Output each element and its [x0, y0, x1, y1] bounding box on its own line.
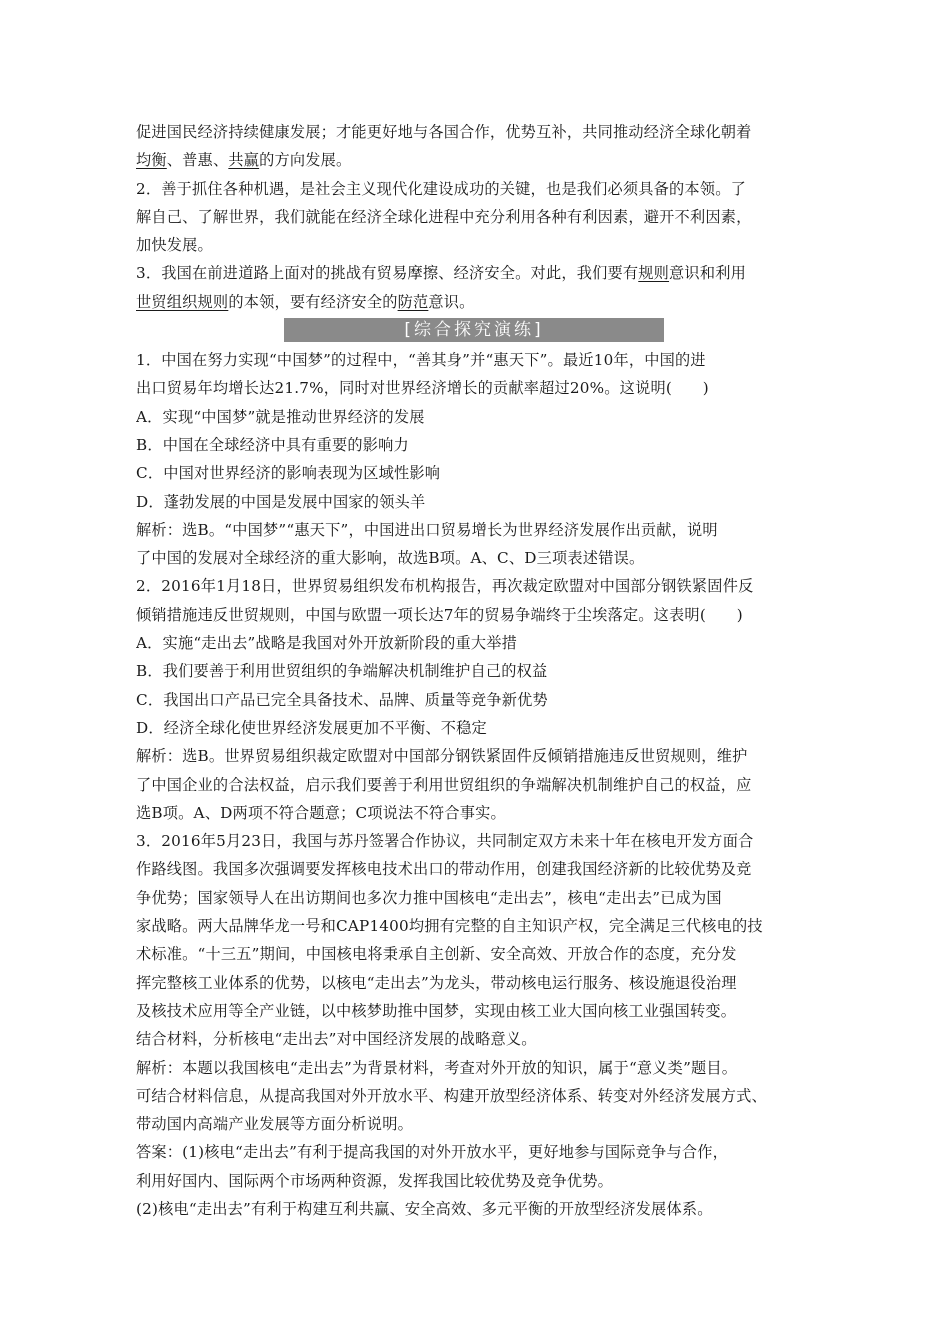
question-2-analysis: 解析：选B。世界贸易组织裁定欧盟对中国部分钢铁紧固件反倾销措施违反世贸规则，维护: [136, 747, 748, 766]
question-3-analysis: 可结合材料信息，从提高我国对外开放水平、构建开放型经济体系、转变对外经济发展方式、: [136, 1086, 767, 1105]
question-1-option-c: C．中国对世界经济的影响表现为区域性影响: [136, 464, 441, 483]
question-1-option-a: A．实现“中国梦”就是推动世界经济的发展: [136, 407, 425, 426]
question-1-stem: 出口贸易年均增长达21.7%，同时对世界经济增长的贡献率超过20%。这说明( ): [136, 379, 709, 398]
text-span: 3．我国在前进道路上面对的挑战有贸易摩擦、经济安全。对此，我们要有: [136, 264, 639, 283]
question-2-option-b: B．我们要善于利用世贸组织的争端解决机制维护自己的权益: [136, 662, 548, 681]
question-3-material: 术标准。“十三五”期间，中国核电将秉承自主创新、安全高效、开放合作的态度，充分发: [136, 945, 737, 964]
question-2-analysis: 选B项。A、D两项不符合题意；C项说法不符合事实。: [136, 803, 506, 822]
underlined-term: 均衡: [136, 151, 167, 170]
question-3-answer: (2)核电“走出去”有利于构建互利共赢、安全高效、多元平衡的开放型经济发展体系。: [136, 1199, 713, 1218]
question-1-analysis: 了中国的发展对全球经济的重大影响，故选B项。A、C、D三项表述错误。: [136, 549, 645, 568]
underlined-term: 世贸组织规则: [136, 292, 229, 311]
question-1-stem: 1．中国在努力实现“中国梦”的过程中，“善其身”并“惠天下”。最近10年，中国的进: [136, 351, 706, 370]
question-2-option-a: A．实施“走出去”战略是我国对外开放新阶段的重大举措: [136, 634, 518, 653]
point-3-line: [136, 288, 820, 316]
intro-line: [136, 146, 820, 174]
question-3-material: 3．2016年5月23日，我国与苏丹签署合作协议，共同制定双方未来十年在核电开发方面合: [136, 832, 754, 851]
text-span: 的方向发展。: [259, 151, 352, 170]
question-2-option-d: D．经济全球化使世界经济发展更加不平衡、不稳定: [136, 718, 487, 737]
question-2-option-c: C．我国出口产品已完全具备技术、品牌、质量等竞争新优势: [136, 690, 548, 709]
text-span: 意识和利用: [669, 264, 746, 283]
question-3-prompt: 结合材料，分析核电“走出去”对中国经济发展的战略意义。: [136, 1030, 537, 1049]
question-3-answer: 答案：(1)核电“走出去”有利于提高我国的对外开放水平，更好地参与国际竞争与合作，: [136, 1143, 728, 1162]
point-2-line: 加快发展。: [136, 236, 213, 255]
question-2-stem: 倾销措施违反世贸规则，中国与欧盟一项长达7年的贸易争端终于尘埃落定。这表明( ): [136, 605, 743, 624]
question-2-analysis: 了中国企业的合法权益，启示我们要善于利用世贸组织的争端解决机制维护自己的权益，应: [136, 775, 752, 794]
question-2-stem: 2．2016年1月18日，世界贸易组织发布机构报告，再次裁定欧盟对中国部分钢铁紧固件反: [136, 577, 754, 596]
question-3-material: 作路线图。我国多次强调要发挥核电技术出口的带动作用，创建我国经济新的比较优势及竞: [136, 860, 752, 879]
question-3-material: 争优势；国家领导人在出访期间也多次力推中国核电“走出去”，核电“走出去”已成为国: [136, 888, 722, 907]
section-title-banner: [综合探究演练]: [284, 318, 664, 342]
question-3-material: 家战略。两大品牌华龙一号和CAP1400均拥有完整的自主知识产权，完全满足三代核电的技: [136, 917, 763, 936]
question-3-material: 挥完整核工业体系的优势，以核电“走出去”为龙头，带动核电运行服务、核设施退役治理: [136, 973, 737, 992]
question-1-option-b: B．中国在全球经济中具有重要的影响力: [136, 435, 409, 454]
text-span: 意识。: [428, 292, 475, 311]
question-3-analysis: 带动国内高端产业发展等方面分析说明。: [136, 1115, 413, 1134]
question-3-analysis: 解析：本题以我国核电“走出去”为背景材料，考查对外开放的知识，属于“意义类”题目。: [136, 1058, 738, 1077]
document-page: [136, 118, 820, 1223]
underlined-term: 共赢: [228, 151, 260, 170]
question-3-answer: 利用好国内、国际两个市场两种资源，发挥我国比较优势及竞争优势。: [136, 1171, 614, 1190]
intro-line: 促进国民经济持续健康发展；才能更好地与各国合作，优势互补，共同推动经济全球化朝着: [136, 123, 752, 141]
question-3-material: 及核技术应用等全产业链，以中核梦助推中国梦，实现由核工业大国向核工业强国转变。: [136, 1001, 737, 1020]
point-3-line: [136, 259, 820, 287]
text-span: 、普惠、: [166, 151, 229, 170]
underlined-term: 防范: [397, 292, 429, 311]
question-1-option-d: D．蓬勃发展的中国是发展中国家的领头羊: [136, 492, 426, 511]
point-2-line: 2．善于抓住各种机遇，是社会主义现代化建设成功的关键，也是我们必须具备的本领。了: [136, 179, 746, 198]
point-2-line: 解自己、了解世界，我们就能在经济全球化进程中充分利用各种有利因素，避开不利因素，: [136, 207, 752, 226]
text-span: 的本领，要有经济安全的: [228, 292, 398, 311]
question-1-analysis: 解析：选B。“中国梦”“惠天下”，中国进出口贸易增长为世界经济发展作出贡献，说明: [136, 520, 718, 539]
underlined-term: 规则: [638, 264, 670, 283]
